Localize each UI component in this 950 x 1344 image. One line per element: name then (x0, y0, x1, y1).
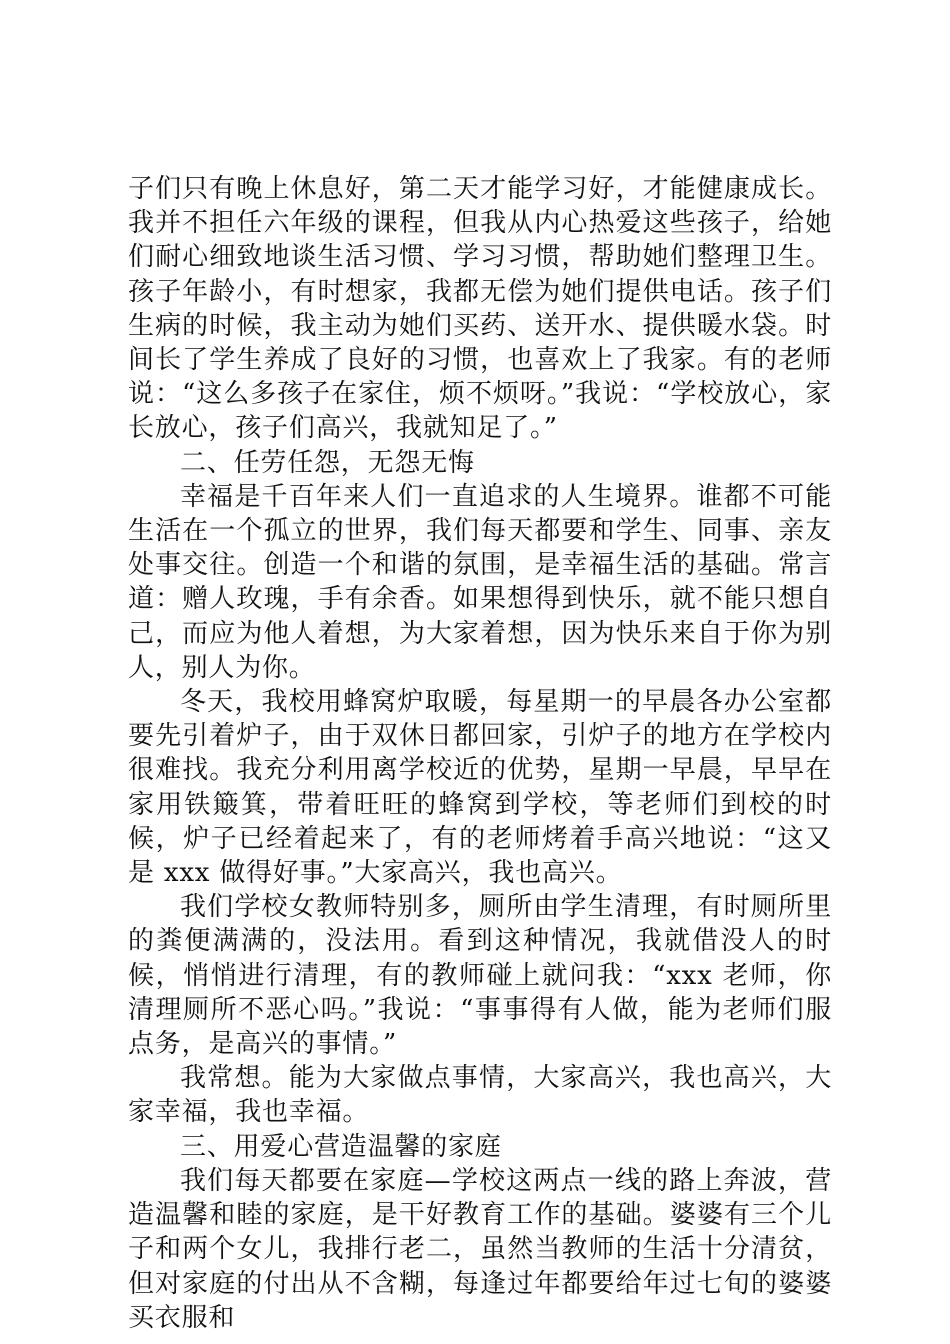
section-heading-3: 三、用爱心营造温馨的家庭 (180, 1131, 502, 1162)
paragraph: 我常想。能为大家做点事情，大家高兴，我也高兴，大家幸福，我也幸福。 (128, 1063, 832, 1128)
paragraph: 我们学校女教师特别多，厕所由学生清理，有时厕所里的粪便满满的，没法用。看到这种情况，我就借没人的时候，悄悄进行清理，有的教师碰上就问我：“xxx 老师，你清理厕所不恶心吗。”我说：“事事得有人做，能为老师们服点务，是高兴的事情。” (128, 892, 832, 1060)
document-body (128, 172, 832, 1335)
paragraph: 幸福是千百年来人们一直追求的人生境界。谁都不可能生活在一个孤立的世界，我们每天都要和学生、同事、亲友处事交往。创造一个和谐的氛围，是幸福生活的基础。常言道：赠人玫瑰，手有余香。如果想得到快乐，就不能只想自己，而应为他人着想，为大家着想，因为快乐来自于你为别人，别人为你。 (128, 481, 832, 683)
paragraph-continuation: 子们只有晚上休息好，第二天才能学习好，才能健康成长。我并不担任六年级的课程，但我从内心热爱这些孩子，给她们耐心细致地谈生活习惯、学习习惯，帮助她们整理卫生。孩子年龄小，有时想家，我都无偿为她们提供电话。孩子们生病的时候，我主动为她们买药、送开水、提供暖水袋。时间长了学生养成了良好的习惯，也喜欢上了我家。有的老师说：“这么多孩子在家住，烦不烦呀。”我说：“学校放心，家长放心，孩子们高兴，我就知足了。” (128, 174, 832, 444)
paragraph: 我们每天都要在家庭—学校这两点一线的路上奔波，营造温馨和睦的家庭，是干好教育工作的基础。婆婆有三个儿子和两个女儿，我排行老二，虽然当教师的生活十分清贫，但对家庭的付出从不含糊，每逢过年都要给年过七旬的婆婆买衣服和 (128, 1165, 832, 1333)
paragraph: 冬天，我校用蜂窝炉取暖，每星期一的早晨各办公室都要先引着炉子，由于双休日都回家，引炉子的地方在学校内很难找。我充分利用离学校近的优势，星期一早晨，早早在家用铁簸箕，带着旺旺的蜂窝到学校，等老师们到校的时候，炉子已经着起来了，有的老师烤着手高兴地说：“这又是 xxx 做得好事。”大家高兴，我也高兴。 (128, 687, 832, 889)
section-heading-2: 二、任劳任怨，无怨无悔 (180, 447, 475, 478)
